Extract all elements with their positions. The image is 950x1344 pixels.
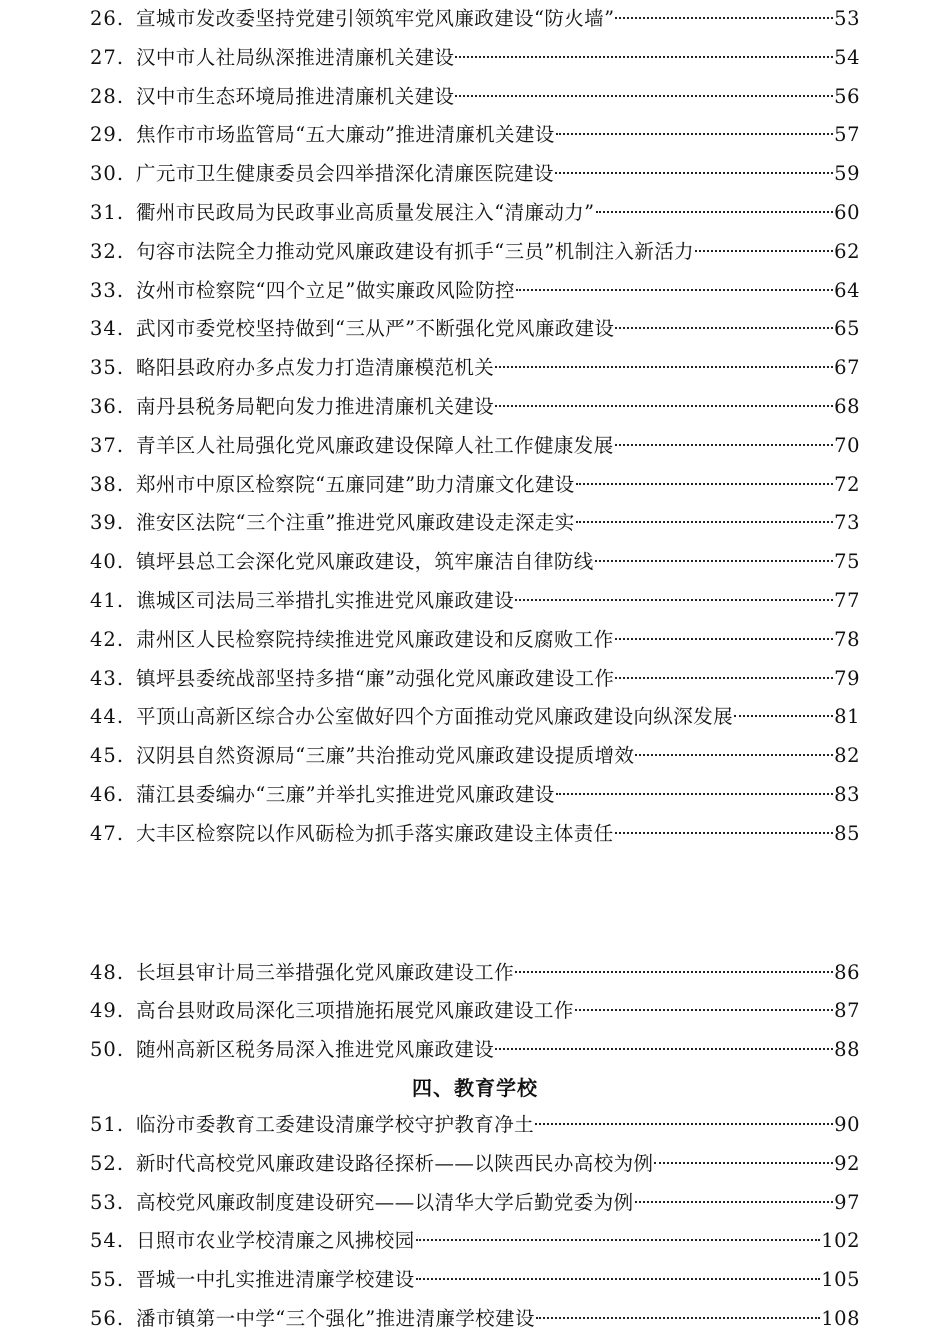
toc-entry[interactable] bbox=[90, 1031, 860, 1070]
entry-number: 31. bbox=[90, 200, 125, 224]
entry-title: 宣城市发改委坚持党建引领筑牢党风廉政建设“防火墙” bbox=[136, 7, 615, 30]
entry-title: 句容市法院全力推动党风廉政建设有抓手“三员”机制注入新活力 bbox=[136, 239, 695, 263]
entry-title: 大丰区检察院以作风砺检为抓手落实廉政建设主体责任 bbox=[136, 821, 614, 845]
toc-entry[interactable] bbox=[90, 660, 860, 699]
entry-number: 27. bbox=[90, 45, 125, 69]
entry-number: 47. bbox=[90, 821, 125, 845]
entry-title: 临汾市委教育工委建设清廉学校守护教育净土 bbox=[136, 1112, 535, 1136]
entry-number: 28. bbox=[90, 84, 125, 108]
dot-leader bbox=[515, 599, 833, 601]
toc-entry[interactable] bbox=[90, 1106, 860, 1145]
entry-page-number: 73 bbox=[834, 511, 860, 535]
entry-title: 高校党风廉政制度建设研究——以清华大学后勤党委为例 bbox=[136, 1190, 634, 1214]
entry-page-number: 81 bbox=[834, 705, 860, 729]
dot-leader bbox=[556, 793, 833, 795]
section-heading: 四、教育学校 bbox=[412, 1075, 538, 1100]
toc-entry[interactable] bbox=[90, 233, 860, 272]
dot-leader bbox=[596, 211, 834, 213]
dot-leader bbox=[416, 1278, 821, 1280]
entry-number: 26. bbox=[90, 7, 125, 30]
page-break-gap bbox=[90, 854, 860, 954]
toc-entry[interactable] bbox=[90, 1184, 860, 1223]
dot-leader bbox=[495, 1048, 833, 1050]
toc-entry[interactable] bbox=[90, 310, 860, 349]
entry-page-number: 82 bbox=[834, 744, 860, 768]
entry-title: 日照市农业学校清廉之风拂校园 bbox=[136, 1229, 415, 1253]
entry-page-number: 83 bbox=[834, 782, 860, 806]
dot-leader bbox=[555, 172, 833, 174]
entry-page-number: 86 bbox=[834, 960, 860, 984]
entry-page-number: 59 bbox=[834, 162, 860, 186]
entry-number: 48. bbox=[90, 960, 125, 984]
toc-group-1 bbox=[90, 0, 860, 854]
dot-leader bbox=[734, 715, 833, 717]
toc-group-3 bbox=[90, 1106, 860, 1339]
entry-page-number: 56 bbox=[834, 84, 860, 108]
entry-page-number: 108 bbox=[821, 1306, 860, 1330]
entry-title: 肃州区人民检察院持续推进党风廉政建设和反腐败工作 bbox=[136, 627, 614, 651]
entry-number: 54. bbox=[90, 1229, 125, 1253]
entry-title: 汉阴县自然资源局“三廉”共治推动党风廉政建设提质增效 bbox=[136, 744, 635, 768]
entry-number: 46. bbox=[90, 782, 125, 806]
dot-leader bbox=[615, 677, 833, 679]
entry-title: 焦作市市场监管局“五大廉动”推进清廉机关建设 bbox=[136, 123, 555, 147]
entry-number: 34. bbox=[90, 317, 125, 341]
entry-page-number: 64 bbox=[834, 278, 860, 302]
entry-page-number: 60 bbox=[834, 200, 860, 224]
dot-leader bbox=[495, 366, 833, 368]
entry-number: 49. bbox=[90, 999, 125, 1023]
entry-page-number: 90 bbox=[834, 1112, 860, 1136]
entry-number: 39. bbox=[90, 511, 125, 535]
entry-title: 长垣县审计局三举措强化党风廉政建设工作 bbox=[136, 960, 515, 984]
entry-number: 32. bbox=[90, 239, 125, 263]
toc-entry[interactable] bbox=[90, 954, 860, 993]
entry-title: 郑州市中原区检察院“五廉同建”助力清廉文化建设 bbox=[136, 472, 575, 496]
entry-number: 52. bbox=[90, 1151, 125, 1175]
toc-entry[interactable] bbox=[90, 992, 860, 1031]
entry-page-number: 65 bbox=[834, 317, 860, 341]
entry-page-number: 57 bbox=[834, 123, 860, 147]
entry-number: 38. bbox=[90, 472, 125, 496]
entry-title: 镇坪县总工会深化党风廉政建设，筑牢廉洁自律防线 bbox=[136, 550, 594, 574]
toc-entry[interactable] bbox=[90, 1300, 860, 1339]
entry-number: 44. bbox=[90, 705, 125, 729]
dot-leader bbox=[416, 1239, 821, 1241]
entry-page-number: 72 bbox=[834, 472, 860, 496]
entry-number: 43. bbox=[90, 666, 125, 690]
entry-page-number: 68 bbox=[834, 394, 860, 418]
toc-entry[interactable] bbox=[90, 155, 860, 194]
entry-number: 36. bbox=[90, 394, 125, 418]
entry-title: 新时代高校党风廉政建设路径探析——以陕西民办高校为例 bbox=[136, 1151, 654, 1175]
entry-number: 55. bbox=[90, 1268, 125, 1292]
toc-entry[interactable] bbox=[90, 78, 860, 117]
entry-number: 53. bbox=[90, 1190, 125, 1214]
dot-leader bbox=[576, 521, 834, 523]
entry-number: 45. bbox=[90, 744, 125, 768]
entry-number: 40. bbox=[90, 550, 125, 574]
toc-entry[interactable] bbox=[90, 737, 860, 776]
dot-leader bbox=[635, 1201, 834, 1203]
entry-number: 35. bbox=[90, 356, 125, 380]
entry-page-number: 53 bbox=[834, 7, 860, 30]
entry-title: 广元市卫生健康委员会四举措深化清廉医院建设 bbox=[136, 162, 554, 186]
table-of-contents bbox=[90, 0, 860, 1339]
entry-title: 淮安区法院“三个注重”推进党风廉政建设走深走实 bbox=[136, 511, 575, 535]
entry-page-number: 87 bbox=[834, 999, 860, 1023]
entry-number: 56. bbox=[90, 1306, 125, 1330]
dot-leader bbox=[536, 1317, 820, 1319]
entry-title: 衢州市民政局为民政事业高质量发展注入“清廉动力” bbox=[136, 200, 595, 224]
entry-page-number: 97 bbox=[834, 1190, 860, 1214]
dot-leader bbox=[654, 1162, 833, 1164]
entry-number: 30. bbox=[90, 162, 125, 186]
entry-number: 51. bbox=[90, 1112, 125, 1136]
entry-page-number: 75 bbox=[834, 550, 860, 574]
toc-entry[interactable] bbox=[90, 776, 860, 815]
entry-title: 平顶山高新区综合办公室做好四个方面推动党风廉政建设向纵深发展 bbox=[136, 705, 734, 729]
entry-number: 29. bbox=[90, 123, 125, 147]
toc-entry[interactable] bbox=[90, 0, 860, 39]
dot-leader bbox=[556, 133, 833, 135]
entry-page-number: 88 bbox=[834, 1038, 860, 1062]
entry-page-number: 70 bbox=[834, 433, 860, 457]
entry-title: 汉中市人社局纵深推进清廉机关建设 bbox=[136, 45, 455, 69]
toc-entry[interactable] bbox=[90, 39, 860, 78]
dot-leader bbox=[615, 832, 834, 834]
toc-entry[interactable] bbox=[90, 1145, 860, 1184]
entry-page-number: 77 bbox=[834, 588, 860, 612]
toc-group-2 bbox=[90, 954, 860, 1070]
entry-number: 50. bbox=[90, 1038, 125, 1062]
dot-leader bbox=[695, 250, 833, 252]
toc-entry[interactable] bbox=[90, 1261, 860, 1300]
toc-entry[interactable] bbox=[90, 116, 860, 155]
entry-title: 高台县财政局深化三项措施拓展党风廉政建设工作 bbox=[136, 999, 574, 1023]
dot-leader bbox=[575, 1009, 833, 1011]
toc-entry[interactable] bbox=[90, 698, 860, 737]
entry-title: 武冈市委党校坚持做到“三从严”不断强化党风廉政建设 bbox=[136, 317, 615, 341]
toc-entry[interactable] bbox=[90, 621, 860, 660]
entry-page-number: 105 bbox=[821, 1268, 860, 1292]
entry-title: 蒲江县委编办“三廉”并举扎实推进党风廉政建设 bbox=[136, 782, 555, 806]
toc-entry[interactable] bbox=[90, 194, 860, 233]
entry-title: 镇坪县委统战部坚持多措“廉”动强化党风廉政建设工作 bbox=[136, 666, 615, 690]
entry-title: 略阳县政府办多点发力打造清廉模范机关 bbox=[136, 356, 495, 380]
toc-entry[interactable] bbox=[90, 582, 860, 621]
toc-entry[interactable] bbox=[90, 388, 860, 427]
entry-page-number: 92 bbox=[834, 1151, 860, 1175]
dot-leader bbox=[495, 405, 833, 407]
entry-title: 青羊区人社局强化党风廉政建设保障人社工作健康发展 bbox=[136, 433, 614, 457]
entry-page-number: 79 bbox=[834, 666, 860, 690]
entry-title: 潘市镇第一中学“三个强化”推进清廉学校建设 bbox=[136, 1306, 535, 1330]
toc-entry[interactable] bbox=[90, 427, 860, 466]
dot-leader bbox=[455, 95, 833, 97]
entry-page-number: 78 bbox=[834, 627, 860, 651]
entry-title: 谯城区司法局三举措扎实推进党风廉政建设 bbox=[136, 588, 515, 612]
toc-entry[interactable] bbox=[90, 349, 860, 388]
dot-leader bbox=[515, 971, 833, 973]
toc-entry[interactable] bbox=[90, 466, 860, 505]
dot-leader bbox=[576, 483, 834, 485]
toc-entry[interactable] bbox=[90, 272, 860, 311]
entry-title: 南丹县税务局靶向发力推进清廉机关建设 bbox=[136, 394, 495, 418]
entry-page-number: 67 bbox=[834, 356, 860, 380]
dot-leader bbox=[516, 289, 833, 291]
dot-leader bbox=[615, 444, 834, 446]
dot-leader bbox=[615, 638, 834, 640]
entry-title: 随州高新区税务局深入推进党风廉政建设 bbox=[136, 1038, 495, 1062]
dot-leader bbox=[595, 560, 833, 562]
entry-title: 汉中市生态环境局推进清廉机关建设 bbox=[136, 84, 455, 108]
entry-number: 42. bbox=[90, 627, 125, 651]
toc-entry[interactable] bbox=[90, 504, 860, 543]
entry-page-number: 85 bbox=[834, 821, 860, 845]
entry-number: 33. bbox=[90, 278, 125, 302]
entry-title: 晋城一中扎实推进清廉学校建设 bbox=[136, 1268, 415, 1292]
dot-leader bbox=[615, 327, 833, 329]
toc-entry[interactable] bbox=[90, 815, 860, 854]
entry-page-number: 102 bbox=[821, 1229, 860, 1253]
entry-number: 37. bbox=[90, 433, 125, 457]
dot-leader bbox=[535, 1123, 833, 1125]
toc-entry[interactable] bbox=[90, 1222, 860, 1261]
entry-number: 41. bbox=[90, 588, 125, 612]
dot-leader bbox=[635, 754, 833, 756]
entry-page-number: 54 bbox=[834, 45, 860, 69]
entry-title: 汝州市检察院“四个立足”做实廉政风险防控 bbox=[136, 278, 515, 302]
dot-leader bbox=[455, 56, 833, 58]
entry-page-number: 62 bbox=[834, 239, 860, 263]
toc-entry[interactable] bbox=[90, 543, 860, 582]
dot-leader bbox=[615, 17, 833, 19]
